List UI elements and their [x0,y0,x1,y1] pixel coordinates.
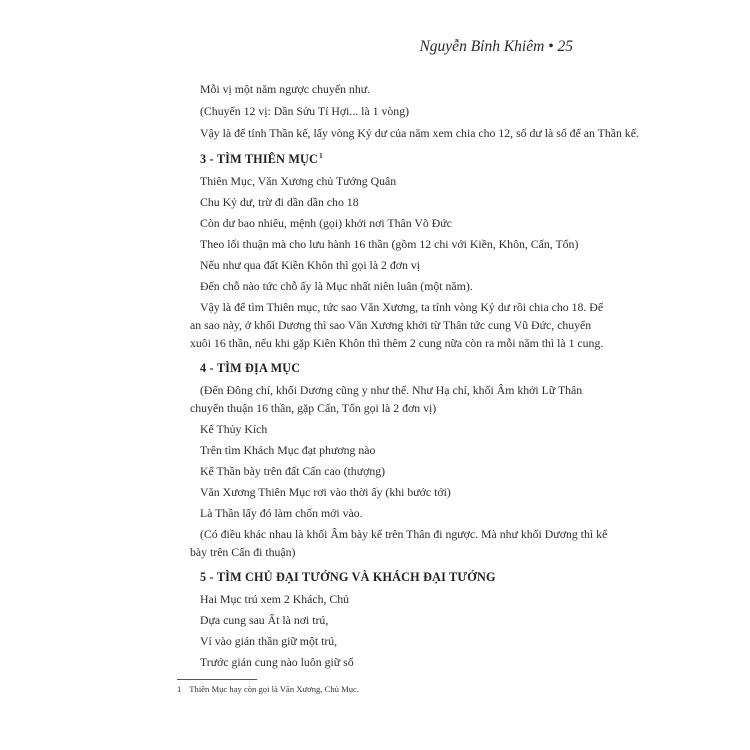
paragraph-line: an sao này, ở khối Dương thì sao Văn Xương khởi từ Thân tức cung Vũ Đức, chuyển [190,318,592,332]
text-line: (Chuyển 12 vị: Dần Sửu Tí Hợi... là 1 vòng) [200,104,410,118]
paragraph-line: (Có điều khác nhau là khối Âm bày kể trên Thân đi ngược. Mà như khối Dương thì kể [200,527,608,541]
text-line: Mỗi vị một năm ngược chuyển như. [200,82,371,96]
text-line: Theo lối thuận mà cho lưu hành 16 thần (gồm 12 chi với Kiền, Khôn, Cấn, Tốn) [200,237,579,251]
running-header: Nguyễn Bỉnh Khiêm • 25 [419,38,573,55]
text-line: Dựa cung sau Ất là nơi trú, [200,613,329,627]
text-line: Vậy là để tính Thần kế, lấy vòng Kỷ dư của năm xem chia cho 12, số dư là số để an Thần kế. [200,126,639,140]
text-line: Kể Thủy Kích [200,422,268,436]
text-line: Còn dư bao nhiêu, mệnh (gọi) khởi nơi Thân Võ Đức [200,216,452,230]
text-line: Đến chỗ nào tức chỗ ấy là Mục nhất niên luân (một năm). [200,279,473,293]
text-line: Trước gián cung nào luôn giữ số [200,655,354,669]
paragraph-line: Vậy là để tìm Thiên mục, tức sao Văn Xương, ta tính vòng Kỷ dư rồi chia cho 18. Để [200,300,604,314]
text-line: Nếu như qua đất Kiền Khôn thì gọi là 2 đơn vị [200,258,421,272]
footnote-text: Thiên Mục hay còn gọi là Văn Xương, Chủ Mục. [189,684,359,694]
footnote-ref: 1 [319,152,323,160]
text-line: Hai Mục trú xem 2 Khách, Chủ [200,592,350,606]
section-heading-4: 4 - TÌM ĐỊA MỤC [200,361,301,375]
text-line: Ví vào gián thần giữ một trú, [200,634,338,648]
section-heading-3 [200,152,323,167]
footnote-divider [177,679,257,680]
text-line: Thiên Mục, Văn Xương chủ Tướng Quân [200,174,397,188]
footnote [177,684,359,694]
text-line: Là Thần lấy đó làm chốn mới vào. [200,506,363,520]
paragraph-line: chuyển thuận 16 thần, gặp Cấn, Tốn gọi là 2 đơn vị) [190,401,437,415]
footnote-number: 1 [177,684,182,694]
section-heading-text: 3 - TÌM THIÊN MỤC [200,152,319,167]
paragraph-line: xuôi 16 thần, nếu khi gặp Kiền Khôn thì thêm 2 cung nữa còn ra mỗi năm thì là 1 cung. [190,336,604,350]
text-line: Văn Xương Thiên Mục rơi vào thời ấy (khi bước tới) [200,485,451,499]
section-heading-5: 5 - TÌM CHỦ ĐẠI TƯỚNG VÀ KHÁCH ĐẠI TƯỚNG [200,570,496,584]
paragraph-line: bày trên Cấn đi thuận) [190,545,296,559]
text-line: Chu Kỷ dư, trừ đi dần dần cho 18 [200,195,359,209]
paragraph-line: (Đến Đông chí, khối Dương cũng y như thế. Như Hạ chí, khối Âm khởi Lữ Thân [200,383,583,397]
text-line: Kể Thần bày trên đất Cấn cao (thượng) [200,464,386,478]
text-line: Trên tìm Khách Mục đạt phương nào [200,443,376,457]
